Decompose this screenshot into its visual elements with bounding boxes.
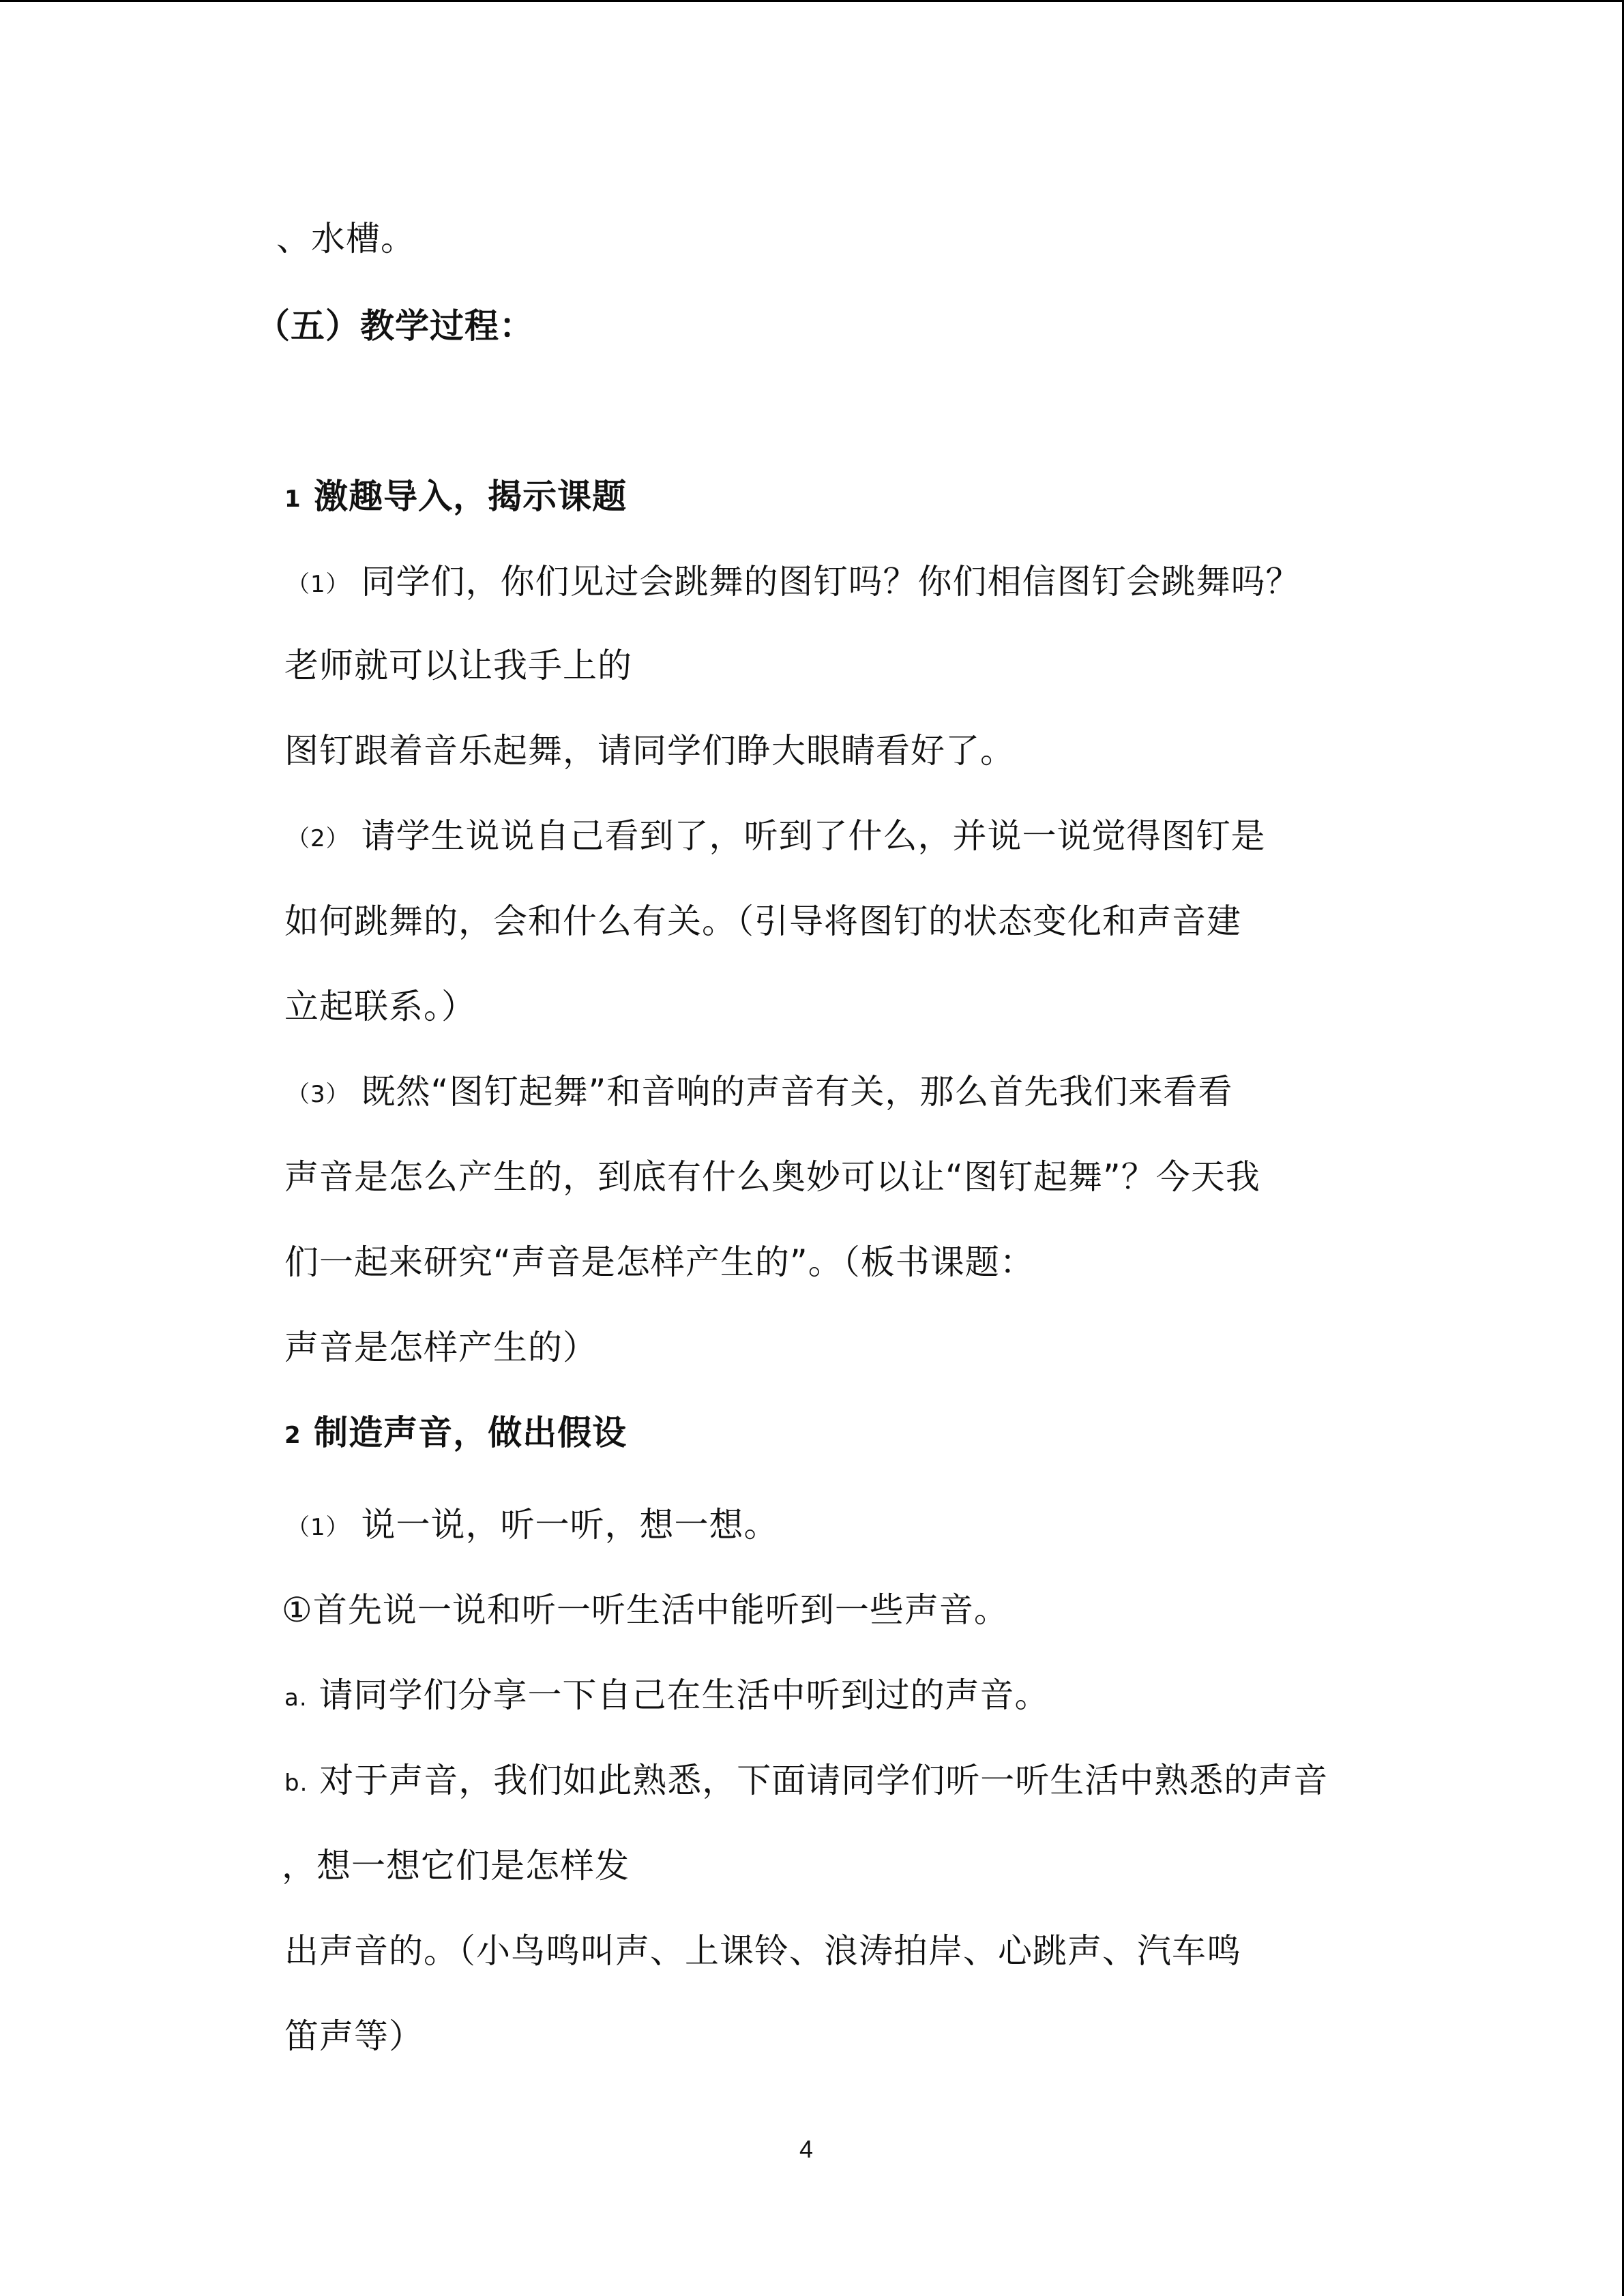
text-line [284, 901, 1241, 942]
item-number: 2 [284, 1422, 301, 1449]
line-text: ①首先说一说和听一听生活中能听到一些声音。 [282, 1590, 1009, 1630]
line-text: 既然“图钉起舞”和音响的声音有关，那么首先我们来看看 [361, 1072, 1233, 1112]
line-text: 声音是怎样产生的） [284, 1328, 597, 1367]
heading-text: 激趣导入，揭示课题 [314, 477, 628, 516]
text-line [276, 218, 415, 259]
text-line [286, 561, 1301, 605]
item-number: （1） [286, 1514, 350, 1541]
item-number: （1） [286, 571, 350, 598]
text-line [282, 1845, 630, 1886]
text-line [284, 1675, 1050, 1718]
text-line [284, 1242, 1035, 1283]
subsection-heading [284, 476, 627, 520]
heading-text: （五）教学过程： [256, 306, 534, 346]
text-line [284, 645, 632, 686]
text-line [284, 730, 1015, 771]
line-text: 对于声音，我们如此熟悉，下面请同学们听一听生活中熟悉的声音 [319, 1761, 1329, 1800]
page-number: 4 [799, 2135, 814, 2163]
line-text: 说一说，听一听，想一想。 [361, 1505, 779, 1545]
text-line [286, 1504, 779, 1548]
text-line [286, 1071, 1232, 1115]
line-text: 请学生说说自己看到了，听到了什么，并说一说觉得图钉是 [361, 816, 1266, 856]
line-text: ，想一想它们是怎样发 [282, 1846, 630, 1885]
item-number: b. [284, 1770, 308, 1797]
item-number: （3） [286, 1081, 350, 1108]
text-line [286, 816, 1266, 859]
heading-text: 制造声音，做出假设 [314, 1413, 628, 1452]
text-line [284, 1930, 1241, 1971]
item-number: 1 [284, 486, 301, 513]
line-text: 出声音的。（小鸟鸣叫声、上课铃、浪涛拍岸、心跳声、汽车鸣 [284, 1931, 1241, 1971]
line-text: 请同学们分享一下自己在生活中听到过的声音。 [319, 1675, 1050, 1715]
line-text: 立起联系。） [284, 987, 476, 1026]
line-text: 声音是怎么产生的，到底有什么奥妙可以让“图钉起舞”？今天我 [284, 1157, 1260, 1197]
text-line [282, 1590, 1009, 1630]
line-text: 如何跳舞的，会和什么有关。（引导将图钉的状态变化和声音建 [284, 901, 1241, 941]
text-line [284, 1157, 1260, 1197]
text-line [284, 2016, 424, 2057]
text-line [284, 1760, 1328, 1804]
line-text: 老师就可以让我手上的 [284, 646, 632, 685]
line-text: 笛声等） [284, 2016, 424, 2056]
item-number: a. [284, 1684, 308, 1712]
item-number: （2） [286, 825, 350, 852]
text-line [284, 986, 476, 1027]
line-text: 、水槽。 [276, 219, 415, 258]
line-text: 图钉跟着音乐起舞，请同学们睁大眼睛看好了。 [284, 731, 1015, 771]
text-line [284, 1327, 597, 1368]
subsection-heading [284, 1412, 627, 1456]
line-text: 同学们，你们见过会跳舞的图钉吗？你们相信图钉会跳舞吗？ [361, 562, 1301, 601]
line-text: 们一起来研究“声音是怎样产生的”。（板书课题： [284, 1242, 1035, 1282]
section-heading [256, 305, 534, 346]
